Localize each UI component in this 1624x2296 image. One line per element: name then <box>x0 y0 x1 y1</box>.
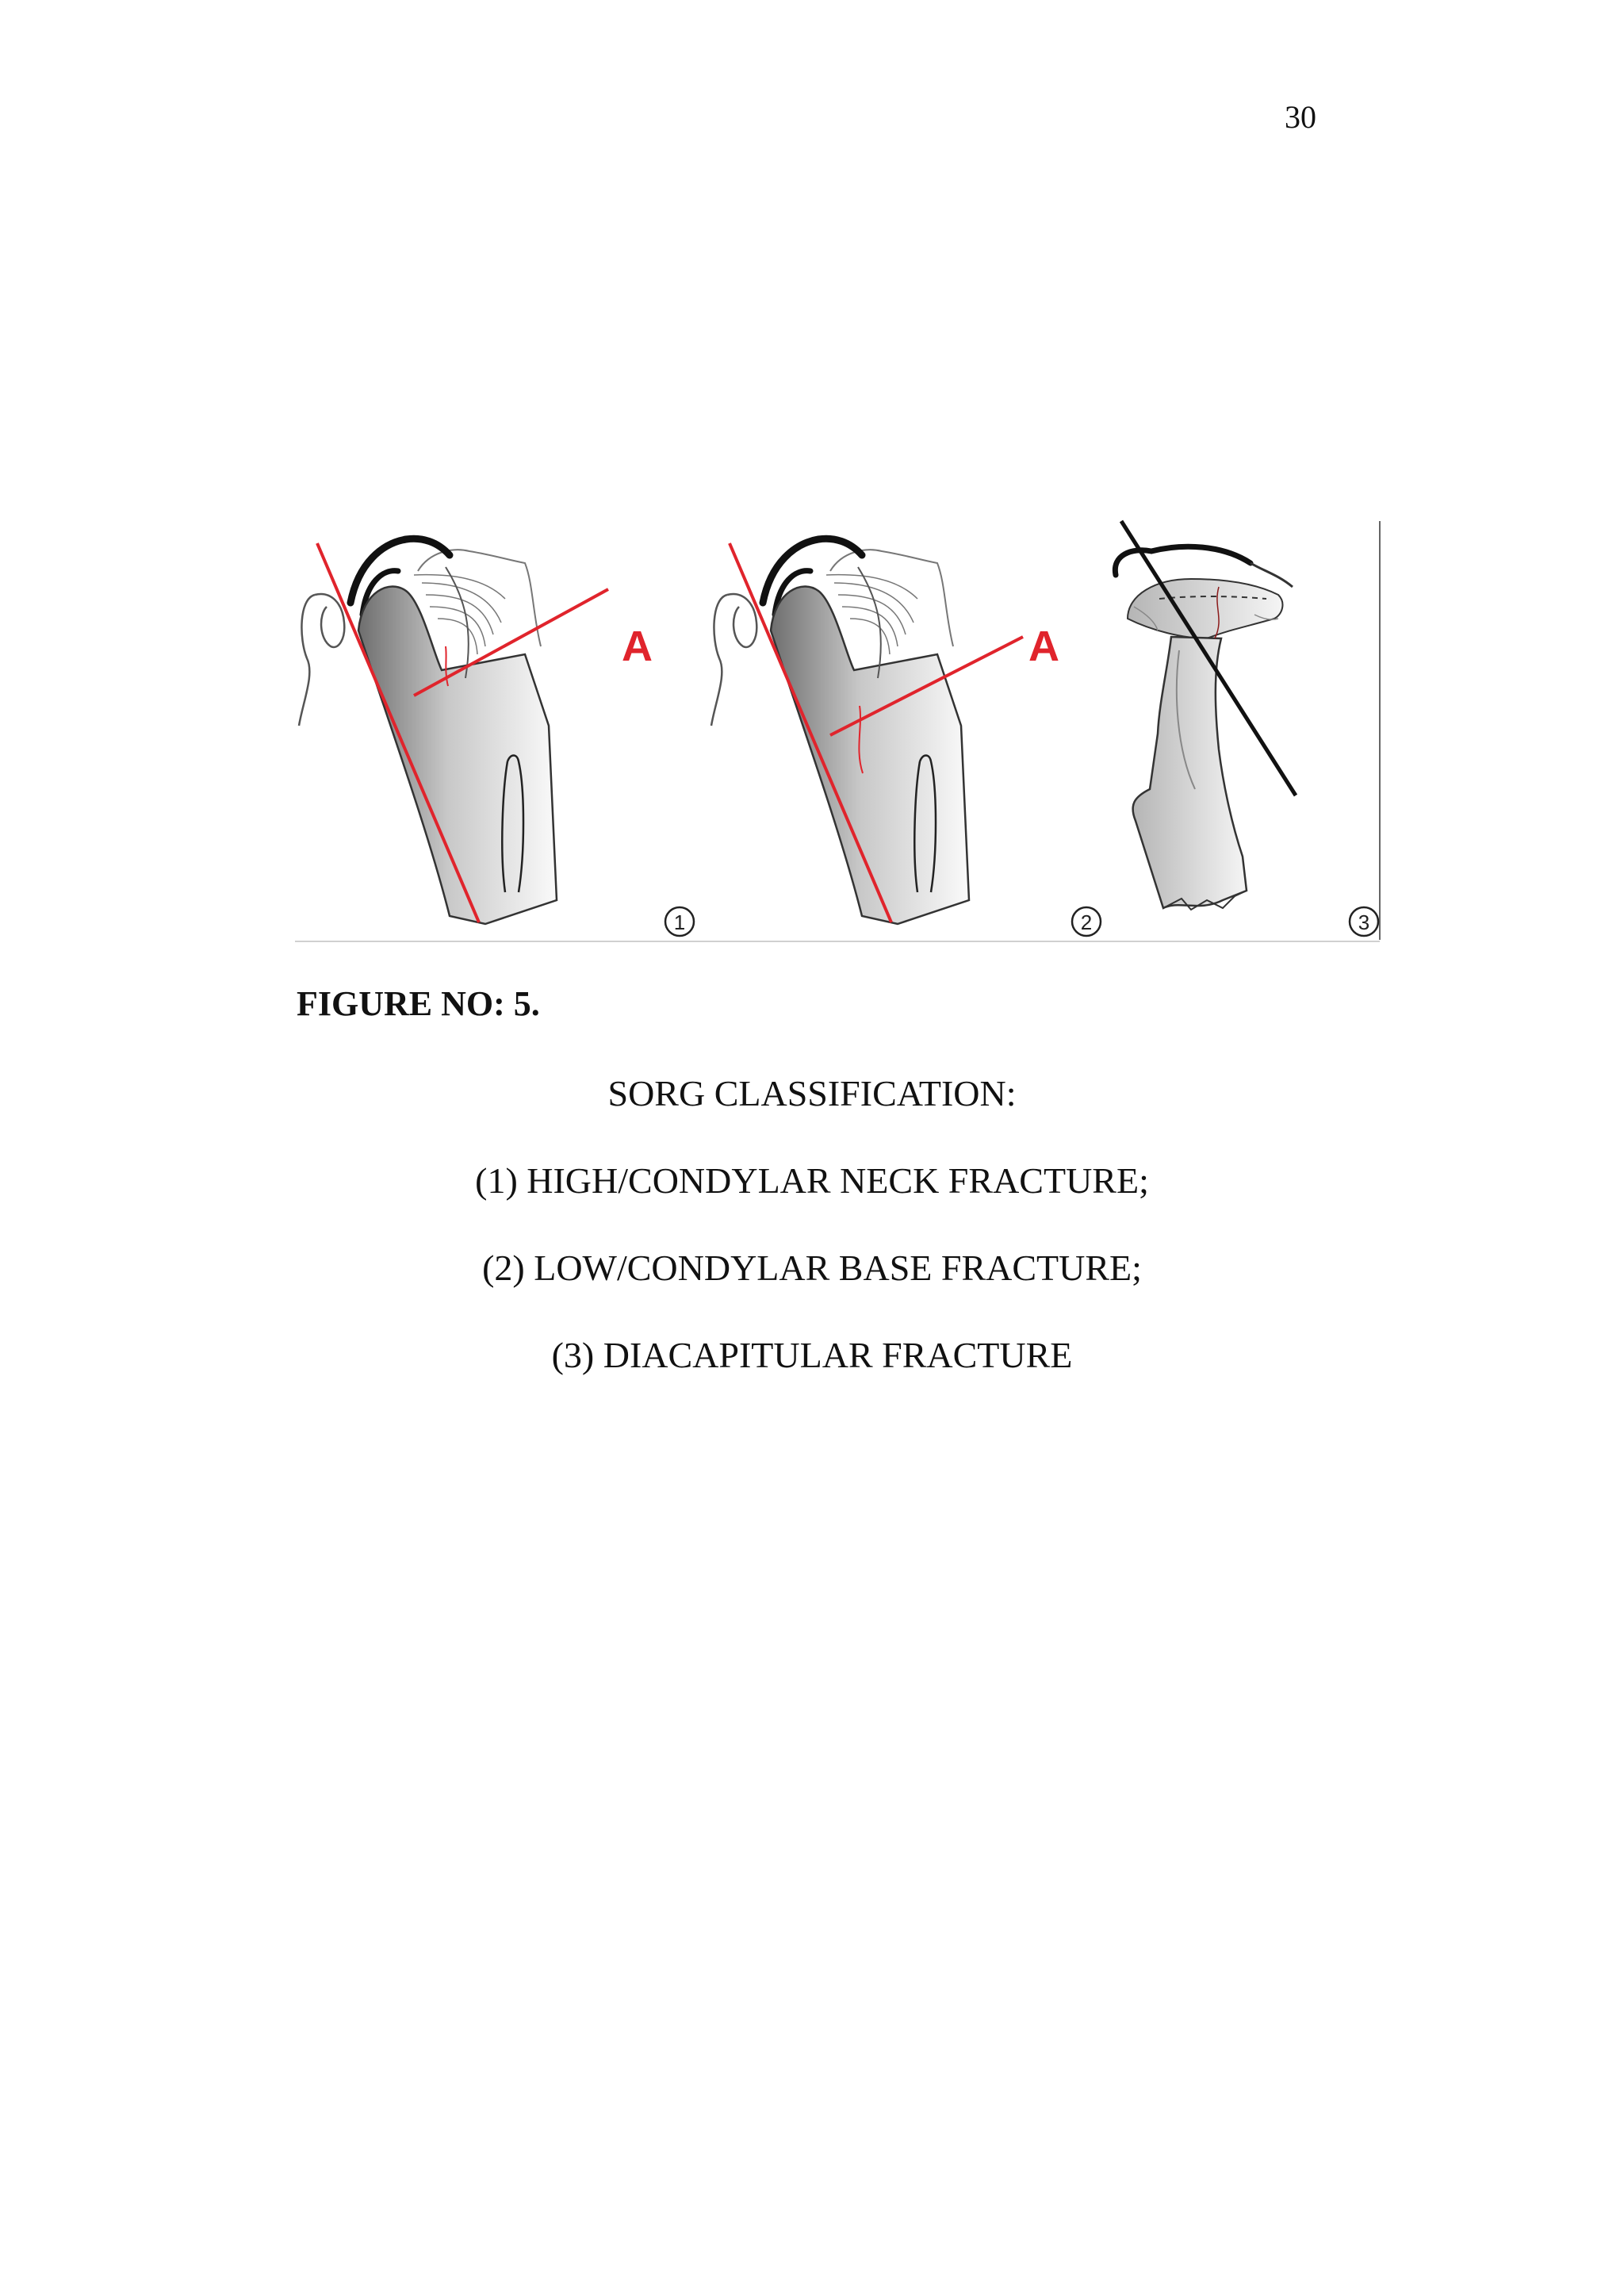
figure-number: FIGURE NO: 5. <box>297 984 540 1023</box>
caption-item-3: (3) DIACAPITULAR FRACTURE <box>551 1335 1073 1375</box>
panel-1-illustration <box>299 539 608 924</box>
panel-2-illustration <box>711 539 1023 924</box>
panel-2-number: 2 <box>1080 910 1093 934</box>
sorg-classification-figure <box>295 519 1383 944</box>
caption-item-1: (1) HIGH/CONDYLAR NECK FRACTURE; <box>475 1160 1149 1201</box>
panel-3-number: 3 <box>1358 910 1370 934</box>
panel-2-line-label: A <box>1028 623 1059 670</box>
page-number: 30 <box>1285 99 1316 135</box>
panel-3-illustration <box>1115 521 1380 940</box>
caption-item-2: (2) LOW/CONDYLAR BASE FRACTURE; <box>482 1248 1142 1288</box>
panel-1-line-label: A <box>622 623 653 670</box>
figure-illustration <box>295 519 1383 944</box>
caption-title: SORG CLASSIFICATION: <box>607 1073 1017 1114</box>
panel-1-number: 1 <box>673 910 686 934</box>
